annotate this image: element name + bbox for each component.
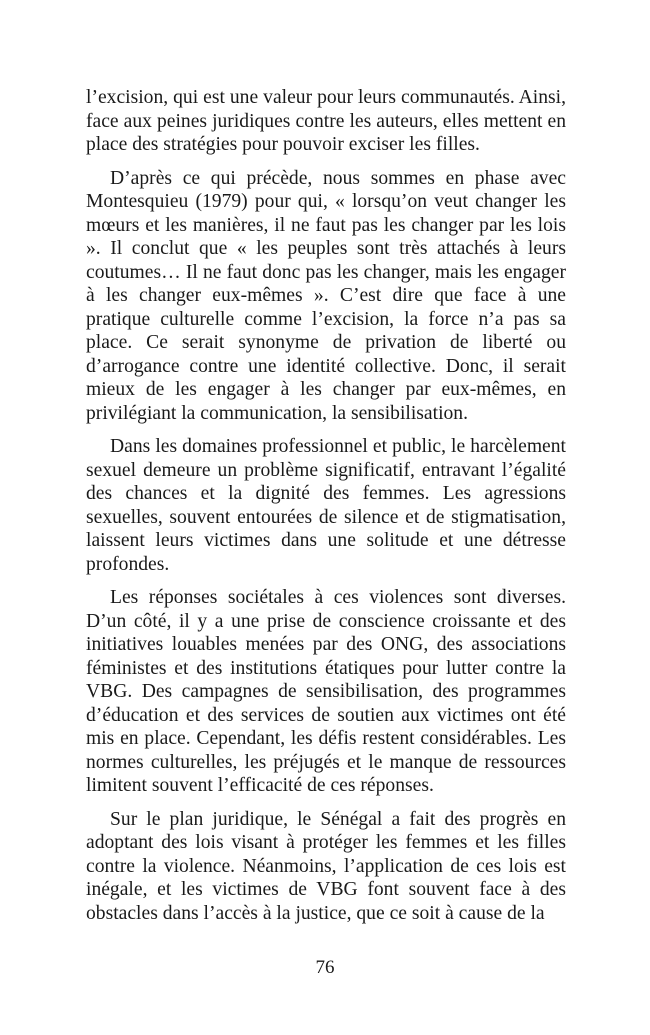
- page-body: [86, 86, 566, 935]
- paragraph-plan-juridique: Sur le plan juridique, le Sénégal a fait des progrès en adoptant des lois visant à protéger les femmes et les filles contre la violence. Néanmoins, l’application de ces lois est inégale, et les victimes de VBG font souvent face à des obstacles dans l’accès à la justice, que ce soit à cause de la: [86, 808, 566, 924]
- paragraph-continuation: l’excision, qui est une valeur pour leurs communautés. Ainsi, face aux peines juridiques contre les auteurs, elles mettent en place des stratégies pour pouvoir exciser les filles.: [86, 87, 566, 155]
- paragraph-harcelement: Dans les domaines professionnel et public, le harcèlement sexuel demeure un problème significatif, entravant l’égalité des chances et la dignité des femmes. Les agressions sexuelles, souvent entourées de silence et de stigmatisation, laissent leurs victimes dans une solitude et une détresse profondes.: [86, 436, 566, 575]
- paragraph-montesquieu: D’après ce qui précède, nous sommes en phase avec Montesquieu (1979) pour qui, « lorsqu’on veut changer les mœurs et les manières, il ne faut pas les changer par les lois ». Il conclut que « les peuples sont très attachés à leurs coutumes… Il ne faut donc pas les changer, mais les engager à les changer eux-mêmes ». C’est dire que face à une pratique culturelle comme l’excision, la force n’a pas sa place. Ce serait synonyme de privation de liberté ou d’arrogance contre une identité collective. Donc, il serait mieux de les engager à les changer par eux-mêmes, en privilégiant la communication, la sensibilisation.: [86, 167, 566, 424]
- paragraph-reponses-societales: Les réponses sociétales à ces violences sont diverses. D’un côté, il y a une prise de conscience croissante et des initiatives louables menées par des ONG, des associations féministes et des institutions étatiques pour lutter contre la VBG. Des campagnes de sensibilisation, des programmes d’éducation et des services de soutien aux victimes ont été mis en place. Cependant, les défis restent considérables. Les normes culturelles, les préjugés et le manque de ressources limitent souvent l’efficacité de ces réponses.: [86, 587, 566, 796]
- page-number: 76: [315, 957, 335, 978]
